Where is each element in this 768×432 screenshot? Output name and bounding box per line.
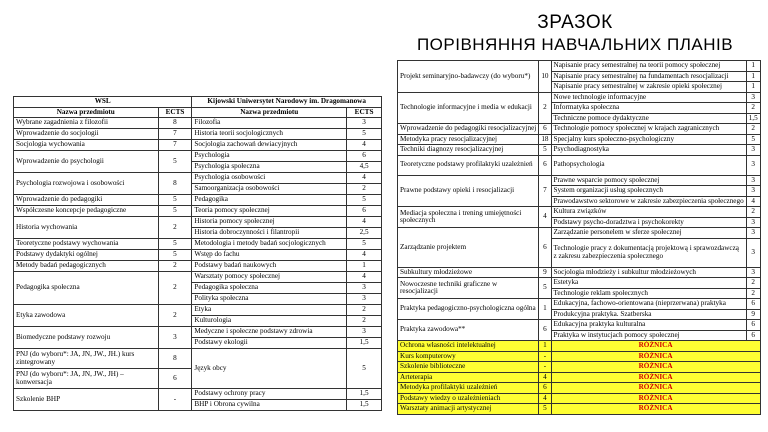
wsl-subject: Współczesne koncepcje pedagogiczne	[14, 206, 159, 217]
wsl-ects: 3	[158, 327, 192, 349]
kunp-ects: 4,5	[347, 162, 382, 173]
kunp-ects: 1,5	[347, 338, 382, 349]
wsl-header: WSL	[14, 97, 192, 108]
kunp-subject: Napisanie pracy semestralnej na teorii pomocy społecznej	[551, 61, 746, 72]
wsl-ects: 6	[539, 320, 551, 341]
difference-row	[398, 372, 761, 383]
wsl-subject: Praktyka zawodowa**	[398, 320, 539, 341]
wsl-ects: -	[158, 389, 192, 411]
wsl-ects: 7	[158, 129, 192, 140]
slide-title: ЗРАЗОК	[537, 12, 613, 33]
difference-label: RÓŻNICA	[551, 404, 760, 415]
table-row	[14, 217, 382, 228]
table-row	[398, 207, 761, 218]
kunp-subject: Technologie pomocy społecznej w krajach zagranicznych	[551, 124, 746, 135]
kunp-ects: 3	[746, 155, 760, 175]
difference-row	[398, 341, 761, 352]
table-row	[398, 92, 761, 103]
wsl-ects: 1	[539, 299, 551, 320]
wsl-subject: Wprowadzenie do pedagogiki	[14, 195, 159, 206]
difference-row	[398, 383, 761, 394]
wsl-subject: Etyka zawodowa	[14, 305, 159, 327]
kunp-subject: Estetyka	[551, 278, 746, 289]
wsl-subject: Socjologia wychowania	[14, 140, 159, 151]
wsl-subject: Wprowadzenie do psychologii	[14, 151, 159, 173]
wsl-ects: 6	[539, 383, 551, 394]
table-row	[14, 195, 382, 206]
kunp-subject: Podstawy ochrony pracy	[192, 389, 347, 400]
kunp-ects: 3	[746, 175, 760, 186]
kunp-ects: 5	[347, 239, 382, 250]
wsl-ects: 7	[158, 140, 192, 151]
kunp-ects: 2	[347, 305, 382, 316]
wsl-subject: Biomedyczne podstawy rozwoju	[14, 327, 159, 349]
wsl-ects: 6	[539, 155, 551, 175]
kunp-subject: Napisanie pracy semestralnej w zakresie opieki społecznej	[551, 82, 746, 93]
kunp-ects: 2	[746, 207, 760, 218]
kunp-subject: Medyczne i społeczne podstawy zdrowia	[192, 327, 347, 338]
kunp-subject: Samoorganizacja osobowości	[192, 184, 347, 195]
wsl-ects: 2	[158, 272, 192, 305]
wsl-subject: Historia wychowania	[14, 217, 159, 239]
table-row	[398, 155, 761, 175]
kunp-ects: 5	[347, 349, 382, 389]
kunp-subject: Metodologia i metody badań socjologicznych	[192, 239, 347, 250]
wsl-ects: 2	[158, 305, 192, 327]
wsl-ects: 5	[158, 206, 192, 217]
wsl-ects: 8	[158, 349, 192, 369]
kunp-ects: 1	[746, 82, 760, 93]
difference-row	[398, 351, 761, 362]
table-row	[14, 349, 382, 369]
kunp-subject: Historia pomocy społecznej	[192, 217, 347, 228]
kunp-subject: Psychologia społeczna	[192, 162, 347, 173]
wsl-subject: Technologie informacyjne i media w edukacji	[398, 92, 539, 124]
kunp-ects: 6	[347, 151, 382, 162]
wsl-ects: -	[539, 362, 551, 373]
kunp-subject: Podstawy psycho-doradztwa i psychokorekty	[551, 217, 746, 228]
kunp-ects: 3	[746, 228, 760, 239]
table-row	[398, 61, 761, 72]
wsl-ects: 7	[539, 175, 551, 207]
wsl-subject: Techniki diagnozy resocjalizacyjnej	[398, 145, 539, 156]
wsl-subject: Metodyka pracy resocjalizacyjnej	[398, 134, 539, 145]
wsl-ects: -	[539, 351, 551, 362]
wsl-subject: Wybrane zagadnienia z filozofii	[14, 118, 159, 129]
table-row	[14, 327, 382, 338]
difference-row	[398, 362, 761, 373]
difference-label: RÓŻNICA	[551, 372, 760, 383]
kunp-subject: Historia teorii socjologicznych	[192, 129, 347, 140]
table-row	[398, 299, 761, 310]
kunp-subject: Socjologia młodzieży i subkultur młodzieżowych	[551, 267, 746, 278]
kunp-subject: Techniczne pomoce dydaktyczne	[551, 113, 746, 124]
kunp-subject: Specjalny kurs społeczno-psychologiczny	[551, 134, 746, 145]
wsl-subject: Warsztaty animacji artystycznej	[398, 404, 539, 415]
table-header-row	[14, 97, 382, 108]
kunp-subject: Nowe technologie informacyjne	[551, 92, 746, 103]
kunp-ects: 3	[347, 327, 382, 338]
wsl-subject: Prawne podstawy opieki i resocjalizacji	[398, 175, 539, 207]
difference-label: RÓŻNICA	[551, 362, 760, 373]
kunp-ects: 5	[347, 195, 382, 206]
left-comparison-table	[13, 96, 382, 411]
kunp-subject: Prawodawstwo sektorowe w zakresie zabezpieczenia społecznego	[551, 196, 746, 207]
kunp-ects: 3	[746, 145, 760, 156]
wsl-subject: PNJ (do wyboru*: JA, JN, JW., JH.) kurs zintegrowany	[14, 349, 159, 369]
table-row	[14, 173, 382, 184]
kunp-ects: 1	[746, 61, 760, 72]
kunp-subject: Podstawy ekologii	[192, 338, 347, 349]
table-row	[14, 129, 382, 140]
wsl-ects: 2	[158, 261, 192, 272]
kunp-subject: Pedagogika	[192, 195, 347, 206]
kunp-subject: Psychodiagnostyka	[551, 145, 746, 156]
difference-label: RÓŻNICA	[551, 341, 760, 352]
slide-subtitle: ПОРІВНЯННЯ НАВЧАЛЬНИХ ПЛАНІВ	[416, 35, 734, 54]
wsl-ects: 1	[539, 341, 551, 352]
kunp-subject: Napisanie pracy semestralnej na fundamentach resocjalizacji	[551, 71, 746, 82]
kunp-subject: Etyka	[192, 305, 347, 316]
kunp-ects: 5	[347, 129, 382, 140]
wsl-ects: 6	[158, 369, 192, 389]
table-row	[398, 145, 761, 156]
kunp-ects: 3	[746, 217, 760, 228]
kunp-subject: Kultura związków	[551, 207, 746, 218]
wsl-ects: 5	[158, 195, 192, 206]
kunp-ects: 6	[746, 299, 760, 310]
difference-label: RÓŻNICA	[551, 393, 760, 404]
kunp-subject: Edukacyjna, fachowo-orientowana (nieprzerwana) praktyka	[551, 299, 746, 310]
kunp-subject: Polityka społeczna	[192, 294, 347, 305]
wsl-subject: Kurs komputerowy	[398, 351, 539, 362]
kunp-subject: Pedagogika społeczna	[192, 283, 347, 294]
wsl-subject: Praktyka pedagogiczno-psychologiczna ogólna	[398, 299, 539, 320]
table-row	[14, 151, 382, 162]
column-header: Nazwa przedmiotu	[14, 108, 159, 118]
wsl-subject: Metodyka profilaktyki uzależnień	[398, 383, 539, 394]
kunp-subject: Podstawy badań naukowych	[192, 261, 347, 272]
difference-row	[398, 404, 761, 415]
kunp-ects: 6	[746, 320, 760, 331]
kunp-subject: Edukacyjna praktyka kulturalna	[551, 320, 746, 331]
kunp-subject: Język obcy	[192, 349, 347, 389]
kunp-subject: Produkcyjna praktyka. Szatberska	[551, 309, 746, 320]
kunp-ects: 4	[746, 196, 760, 207]
kunp-ects: 2	[746, 278, 760, 289]
column-header: ECTS	[347, 108, 382, 118]
table-row	[14, 250, 382, 261]
kunp-ects: 4	[347, 250, 382, 261]
kunp-ects: 2	[746, 288, 760, 299]
kunp-ects: 1	[746, 71, 760, 82]
wsl-subject: Subkultury młodzieżowe	[398, 267, 539, 278]
kunp-subject: BHP i Obrona cywilna	[192, 400, 347, 411]
table-row	[14, 261, 382, 272]
wsl-subject: Teoretyczne podstawy wychowania	[14, 239, 159, 250]
kunp-ects: 9	[746, 309, 760, 320]
table-row	[398, 320, 761, 331]
kunp-subject: Socjologia zachowań dewiacyjnych	[192, 140, 347, 151]
wsl-subject: Szkolenie BHP	[14, 389, 159, 411]
table-row	[398, 267, 761, 278]
wsl-subject: Podstawy wiedzy o uzależnieniach	[398, 393, 539, 404]
kunp-subject: Technologie reklam społecznych	[551, 288, 746, 299]
table-row	[14, 118, 382, 129]
kunp-subject: Technologie pracy z dokumentacją projektową i sprawozdawczą z zakresu zabezpieczenia społecznego	[551, 238, 746, 267]
table-row	[398, 175, 761, 186]
wsl-ects: 8	[158, 173, 192, 195]
kunp-ects: 1,5	[347, 400, 382, 411]
kunp-ects: 2	[746, 124, 760, 135]
kunp-subject: Informatyka społeczna	[551, 103, 746, 114]
wsl-subject: Pedagogika społeczna	[14, 272, 159, 305]
wsl-subject: Arteterapia	[398, 372, 539, 383]
kunp-subject: Psychologia	[192, 151, 347, 162]
column-header: ECTS	[158, 108, 192, 118]
wsl-ects: 9	[539, 267, 551, 278]
wsl-subject: PNJ (do wyboru*: JA, JN, JW., JH) – konwersacja	[14, 369, 159, 389]
wsl-ects: 5	[539, 278, 551, 299]
column-header: Nazwa przedmiotu	[192, 108, 347, 118]
kunp-subject: Zarządzanie personelem w sferze społecznej	[551, 228, 746, 239]
wsl-ects: 5	[158, 239, 192, 250]
kunp-ects: 6	[347, 206, 382, 217]
table-row	[14, 305, 382, 316]
wsl-ects: 4	[539, 393, 551, 404]
table-row	[398, 134, 761, 145]
wsl-ects: 6	[539, 124, 551, 135]
difference-label: RÓŻNICA	[551, 383, 760, 394]
difference-row	[398, 393, 761, 404]
wsl-subject: Projekt seminaryjno-badawczy (do wyboru*)	[398, 61, 539, 93]
wsl-ects: 6	[539, 228, 551, 268]
kunp-subject: Teoria pomocy społecznej	[192, 206, 347, 217]
kunp-ects: 3	[746, 92, 760, 103]
wsl-ects: 4	[539, 207, 551, 228]
kunp-subject: Psychologia osobowości	[192, 173, 347, 184]
wsl-subject: Podstawy dydaktyki ogólnej	[14, 250, 159, 261]
kunp-ects: 3	[347, 294, 382, 305]
wsl-ects: 2	[539, 92, 551, 124]
kunp-ects: 4	[347, 173, 382, 184]
table-row	[398, 278, 761, 289]
table-row	[14, 389, 382, 400]
kunp-subject: Praktyka w instytucjach pomocy społecznej	[551, 330, 746, 341]
kunp-ects: 6	[746, 330, 760, 341]
kunp-ects: 3	[746, 267, 760, 278]
wsl-ects: 5	[539, 145, 551, 156]
kunp-subject: Pathopsychologia	[551, 155, 746, 175]
wsl-ects: 10	[539, 61, 551, 93]
wsl-ects: 4	[539, 372, 551, 383]
wsl-ects: 5	[158, 250, 192, 261]
wsl-subject: Ochrona własności intelektualnej	[398, 341, 539, 352]
kunp-subject: System organizacji usług społecznych	[551, 186, 746, 197]
wsl-subject: Nowoczesne techniki graficzne w resocjalizacji	[398, 278, 539, 299]
kunp-ects: 3	[347, 283, 382, 294]
kunp-ects: 3	[347, 118, 382, 129]
table-subheader-row	[14, 108, 382, 118]
table-row	[398, 124, 761, 135]
kunp-ects: 2	[347, 316, 382, 327]
kunp-ects: 4	[347, 217, 382, 228]
kunp-ects: 2,5	[347, 228, 382, 239]
kunp-ects: 3	[746, 238, 760, 267]
wsl-subject: Psychologia rozwojowa i osobowości	[14, 173, 159, 195]
table-row	[14, 140, 382, 151]
wsl-subject: Wprowadzenie do socjologii	[14, 129, 159, 140]
wsl-ects: 2	[158, 217, 192, 239]
kunp-subject: Filozofia	[192, 118, 347, 129]
wsl-ects: 5	[539, 404, 551, 415]
kunp-subject: Warsztaty pomocy społecznej	[192, 272, 347, 283]
table-row	[14, 239, 382, 250]
kunp-ects: 2	[347, 184, 382, 195]
wsl-subject: Zarządzanie projektem	[398, 228, 539, 268]
kunp-ects: 1,5	[746, 113, 760, 124]
kunp-ects: 5	[746, 134, 760, 145]
wsl-subject: Wprowadzenie do pedagogiki resocjalizacyjnej	[398, 124, 539, 135]
right-comparison-table	[397, 60, 761, 415]
wsl-subject: Metody badań pedagogicznych	[14, 261, 159, 272]
wsl-subject: Szkolenie biblioteczne	[398, 362, 539, 373]
wsl-ects: 18	[539, 134, 551, 145]
table-row	[398, 228, 761, 239]
kunp-ects: 1,5	[347, 389, 382, 400]
wsl-ects: 5	[158, 151, 192, 173]
university-header: Kijowski Uniwersytet Narodowy im. Dragomanowa	[192, 97, 382, 108]
kunp-ects: 1	[347, 261, 382, 272]
kunp-subject: Kulturologia	[192, 316, 347, 327]
wsl-subject: Teoretyczne podstawy profilaktyki uzależnień	[398, 155, 539, 175]
difference-label: RÓŻNICA	[551, 351, 760, 362]
kunp-subject: Historia dobroczynności i filantropii	[192, 228, 347, 239]
kunp-subject: Wstęp do fachu	[192, 250, 347, 261]
table-row	[14, 206, 382, 217]
kunp-ects: 2	[746, 103, 760, 114]
kunp-ects: 3	[746, 186, 760, 197]
kunp-subject: Prawne wsparcie pomocy społecznej	[551, 175, 746, 186]
wsl-ects: 8	[158, 118, 192, 129]
wsl-subject: Mediacja społeczna i trening umiejętności społecznych	[398, 207, 539, 228]
table-row	[14, 272, 382, 283]
kunp-ects: 4	[347, 140, 382, 151]
kunp-ects: 4	[347, 272, 382, 283]
